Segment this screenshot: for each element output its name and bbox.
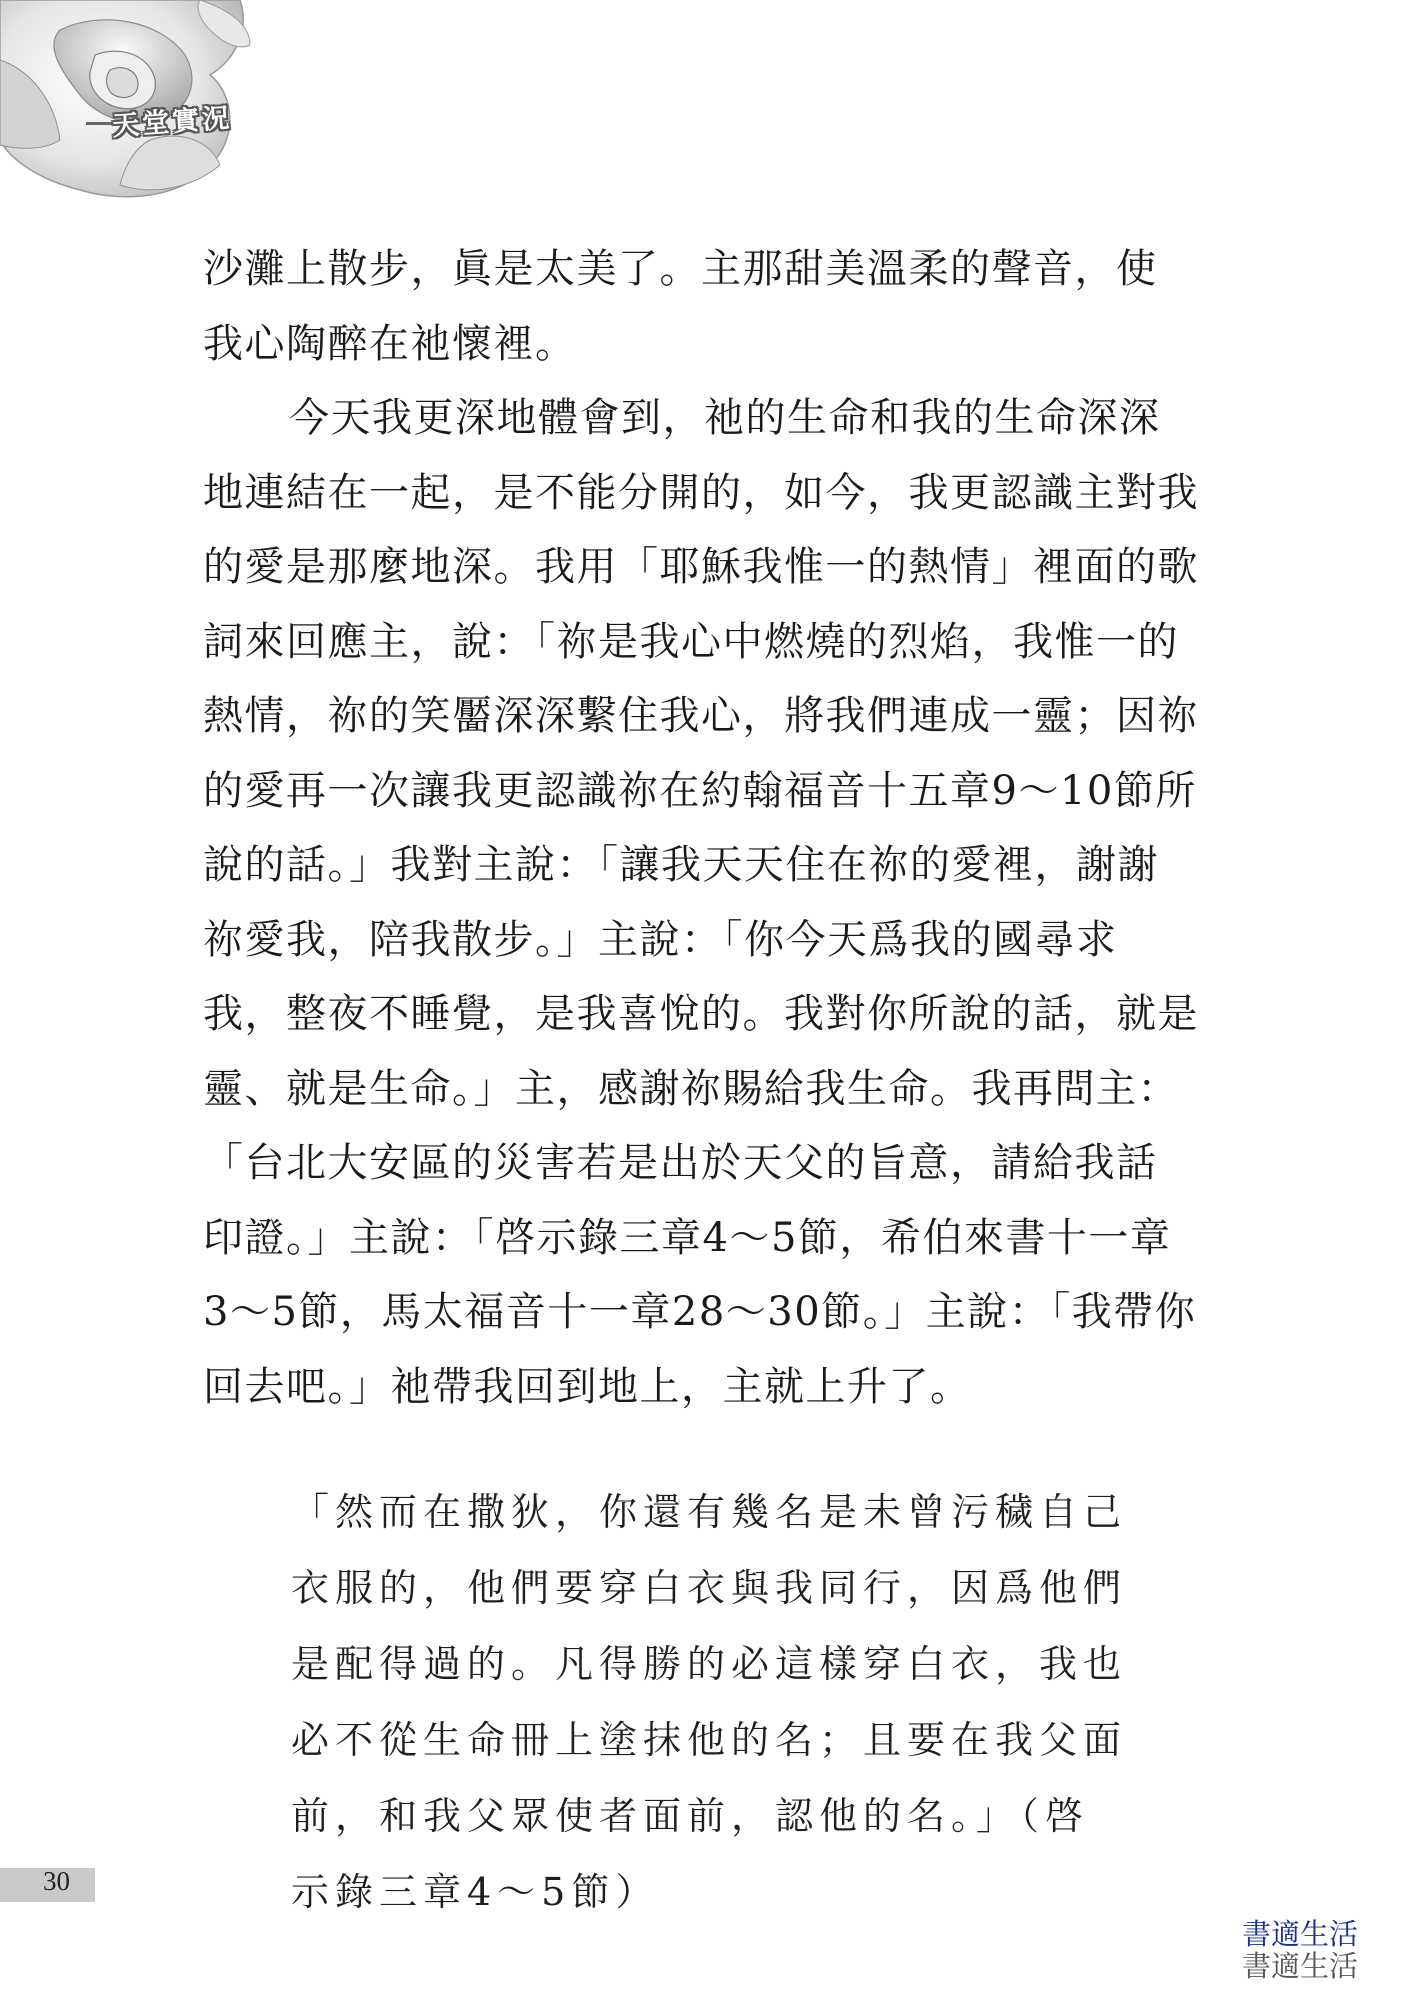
quote-line: 是配得過的。凡得勝的必這樣穿白衣，我也	[291, 1642, 1128, 1686]
body-line: 地連結在一起，是不能分開的，如今，我更認識主對我	[203, 469, 1199, 516]
publisher-brand	[1242, 1918, 1358, 1982]
quote-line: 「然而在撒狄，你還有幾名是未曾污穢自己	[291, 1490, 1128, 1534]
quote-line: 前，和我父眾使者面前，認他的名。」（啓	[291, 1794, 1090, 1838]
body-line: 說的話。」我對主說：「讓我天天住在祢的愛裡，謝謝	[203, 842, 1159, 888]
scripture-quote	[291, 1474, 1171, 1930]
quote-line: 示錄三章4～5節）	[291, 1870, 660, 1914]
section-title-char: 堂	[141, 107, 172, 140]
brand-line-primary: 書適生活	[1241, 1917, 1358, 1951]
body-line: 我，整夜不睡覺，是我喜悅的。我對你所說的話，就是	[203, 991, 1199, 1037]
body-line: 「台北大安區的災害若是出於天父的旨意，請給我話	[203, 1140, 1158, 1186]
section-title-char: 天	[111, 109, 142, 143]
quote-line: 衣服的，他們要穿白衣與我同行，因爲他們	[291, 1566, 1128, 1610]
body-line: 熱情，祢的笑靨深深繫住我心，將我們連成一靈；因祢	[203, 693, 1199, 739]
body-line: 我心陶醉在祂懷裡。	[203, 320, 577, 367]
section-title	[111, 96, 231, 143]
body-line: 的愛是那麼地深。我用「耶穌我惟一的熱情」裡面的歌	[203, 544, 1199, 590]
quote-line: 必不從生命冊上塗抹他的名；且要在我父面	[291, 1718, 1128, 1762]
page-number: 30	[43, 1866, 70, 1896]
body-line: 詞來回應主，說：「祢是我心中燃燒的烈焰，我惟一的	[203, 618, 1179, 665]
body-line: 靈、就是生命。」主，感謝祢賜給我生命。我再問主：	[203, 1065, 1179, 1112]
body-line: 沙灘上散步，眞是太美了。主那甜美溫柔的聲音，使	[203, 246, 1158, 292]
body-text	[203, 232, 1233, 1424]
body-line: 回去吧。」祂帶我回到地上，主就上升了。	[203, 1363, 972, 1410]
section-title-char: 實	[171, 105, 202, 138]
brand-line-secondary: 書適生活	[1241, 1949, 1358, 1983]
body-line: 今天我更深地體會到，祂的生命和我的生命深深	[289, 395, 1161, 441]
body-line: 的愛再一次讓我更認識祢在約翰福音十五章9～10節所	[203, 767, 1197, 814]
section-title-char: 況	[201, 102, 232, 136]
body-line: 3～5節，馬太福音十一章28～30節。」主說：「我帶你	[203, 1289, 1197, 1335]
header-dash	[86, 122, 112, 125]
body-line: 印證。」主說：「啓示錄三章4～5節，希伯來書十一章	[203, 1214, 1172, 1261]
body-line: 祢愛我，陪我散步。」主說：「你今天爲我的國尋求	[203, 916, 1118, 963]
